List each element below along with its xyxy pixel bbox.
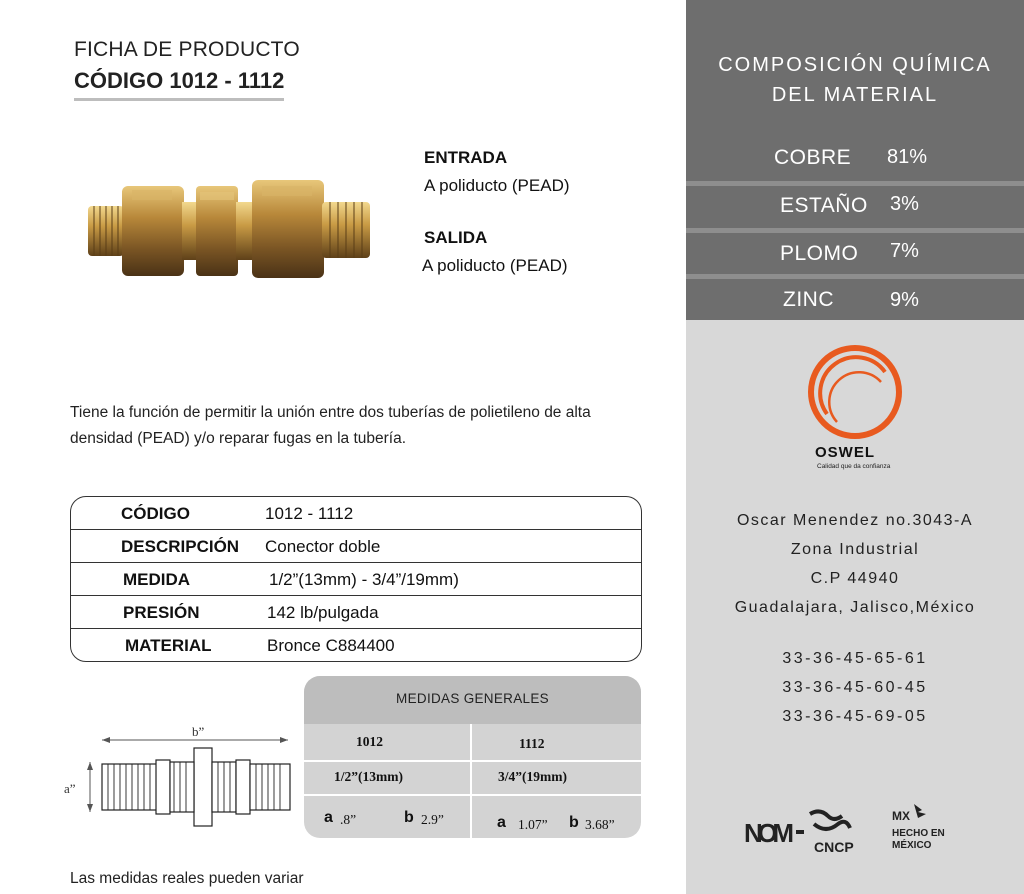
element-name-lead: PLOMO [780,242,859,265]
svg-text:MÉXICO: MÉXICO [892,840,932,851]
brand-tagline: Calidad que da confianza [817,463,891,470]
product-sheet-right [686,0,1024,894]
phone-number: 33-36-45-60-45 [782,679,928,696]
composition-divider [686,181,1024,186]
dims-code-1012: 1012 [356,734,383,749]
dimensions-row-divider [304,760,641,762]
dimension-b-label: b” [192,724,205,739]
dims-a-value: 1.07” [518,817,548,832]
hecho-en-mexico-icon [892,804,945,851]
dimensions-card [304,676,641,838]
spec-row-material [71,629,641,662]
dimensions-header [304,676,641,724]
product-photo [86,172,376,292]
phone-number: 33-36-45-65-61 [782,650,928,667]
element-name-copper: COBRE [774,146,852,169]
element-percent-copper: 81% [887,146,928,168]
dims-b-value: 3.68” [585,817,615,832]
element-percent-tin: 3% [890,193,919,215]
nom-logo-icon [744,811,854,855]
composition-panel [686,0,1024,320]
phone-number: 33-36-45-69-05 [782,708,928,725]
spec-label: CÓDIGO [121,504,190,523]
outlet-value: A poliducto (PEAD) [422,256,568,275]
brand-name: OSWEL [815,444,875,461]
spec-row-pressure [71,596,641,629]
spec-row-description [71,530,641,563]
spec-label: MEDIDA [123,570,191,589]
dims-size-1012: 1/2”(13mm) [334,769,403,784]
dims-code-1112: 1112 [519,736,545,751]
composition-divider [686,228,1024,233]
spec-value: 1012 - 1112 [265,504,354,523]
svg-text:CNCP: CNCP [814,839,854,855]
dimension-drawing [60,720,300,830]
dimensions-divider [470,724,472,838]
spec-label: PRESIÓN [123,603,200,622]
composition-divider [686,274,1024,279]
product-code-title: CÓDIGO 1012 - 1112 [74,68,285,93]
dims-size-1112: 3/4”(19mm) [498,769,567,784]
spec-value: Bronce C884400 [267,636,395,655]
product-description: Tiene la función de permitir la unión entre dos tuberías de polietileno de alta densidad (PEAD) y/o reparar fugas en la tubería. [70,404,591,447]
element-percent-lead: 7% [890,240,919,262]
dims-b-letter: b [569,814,579,831]
svg-text:NOM: NOM [744,818,794,848]
title-underline [74,98,284,101]
dimensions-row-divider [304,794,641,796]
spec-table [70,496,642,662]
address-line: Zona Industrial [790,541,920,558]
spec-row-code [71,497,641,530]
composition-title-line2: DEL MATERIAL [771,84,939,106]
inlet-title: ENTRADA [424,148,508,167]
spec-value: 142 lb/pulgada [267,603,379,622]
element-name-zinc: ZINC [783,288,834,311]
spec-row-size [71,563,641,596]
composition-title-line1: COMPOSICIÓN QUÍMICA [718,54,992,76]
dims-a-letter: a [324,809,333,826]
inlet-value: A poliducto (PEAD) [424,176,570,195]
element-percent-zinc: 9% [890,289,919,311]
dimension-a-label: a” [64,781,76,796]
disclaimer-note: Las medidas reales pueden variar [70,870,304,887]
dimensions-title: MEDIDAS GENERALES [396,691,549,706]
spec-label: DESCRIPCIÓN [121,537,240,556]
dims-a-value: .8” [340,812,357,827]
outlet-title: SALIDA [424,228,488,247]
element-name-tin: ESTAÑO [780,194,868,217]
spec-value: Conector doble [265,537,381,556]
address-line: Oscar Menendez no.3043-A [736,512,974,529]
dims-a-letter: a [497,814,506,831]
address-line: C.P 44940 [810,570,900,587]
spec-value: 1/2”(13mm) - 3/4”/19mm) [269,570,459,589]
dims-b-letter: b [404,809,414,826]
spec-label: MATERIAL [125,636,212,655]
address-line: Guadalajara, Jalisco,México [734,599,976,616]
certification-logos [744,800,964,860]
doc-label: FICHA DE PRODUCTO [74,38,300,61]
svg-text:HECHO EN: HECHO EN [892,828,945,839]
svg-text:MX: MX [892,809,910,823]
dims-b-value: 2.9” [421,812,444,827]
